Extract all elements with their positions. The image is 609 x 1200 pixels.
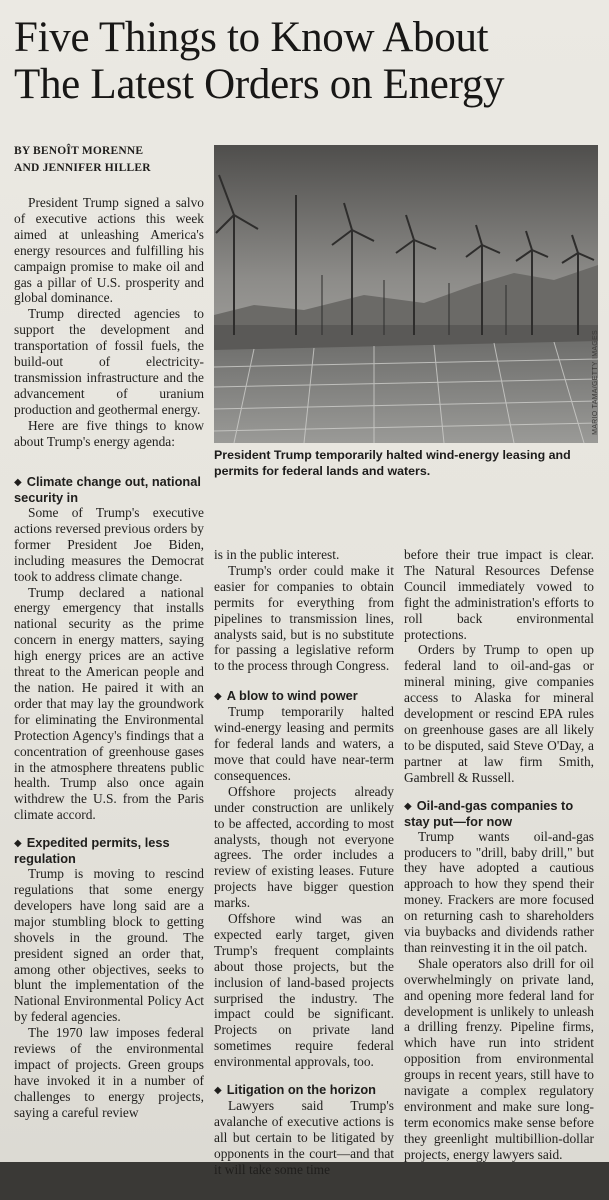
- paragraph: Trump declared a national energy emergency that installs national security as the prime concern in energy matters, saying high energy prices are an active threat to the American people and the nation. He paired it with an order that may lay the groundwork for eliminating the Environmental Protection Agency's findings that a concentration of greenhouse gases in the atmosphere threatens public health. Trump also once again withdrew the U.S. from the Paris climate accord.: [14, 584, 204, 823]
- headline-line-2: The Latest Orders on Energy: [14, 61, 505, 108]
- wind-farm-illustration: [214, 145, 598, 443]
- paragraph: Offshore projects already under construction are unlikely to be affected, according to most analysts, though not everyone agrees. The order includes a review of existing leases. Future projects have bigger question marks.: [214, 783, 394, 911]
- subheading-text: Litigation on the horizon: [226, 1082, 376, 1098]
- column-2: [214, 547, 394, 1178]
- byline-author-2: AND JENNIFER HILLER: [14, 162, 151, 174]
- paragraph: The 1970 law imposes federal reviews of the environmental impact of projects. Green groups have invoked it in a number of challenges to energy projects, saying a careful review: [14, 1025, 204, 1120]
- diamond-bullet-icon: ◆: [404, 800, 412, 812]
- paragraph: Lawyers said Trump's avalanche of executive actions is all but certain to be litigated by opponents in the court—and that it will take some time: [214, 1098, 394, 1177]
- paragraph: before their true impact is clear. The Natural Resources Defense Council immediately vowed to fight the administration's efforts to roll back environmental protections.: [404, 547, 594, 642]
- photo-caption: President Trump temporarily halted wind-energy leasing and permits for federal lands and waters.: [214, 448, 571, 478]
- paragraph: Orders by Trump to open up federal land to oil-and-gas or mineral mining, give companies access to Alaska for mineral development or rescind EPA rules on greenhouse gases are all likely to be disputed, said Steve O'Day, a partner at law firm Smith, Gambrell & Russell.: [404, 642, 594, 785]
- paragraph: Trump's order could make it easier for companies to obtain permits for everything from pipelines to transmission lines, analysts said, but is no substitute for passing a legislative reform to the process through Congress.: [214, 562, 394, 674]
- paragraph: Trump is moving to rescind regulations that some energy developers have long said are a major stumbling block to getting shovels in the ground. The president signed an order that, among other objectives, seeks to blunt the implementation of the National Environmental Policy Act by federal agencies.: [14, 866, 204, 1025]
- subheading-text: Oil-and-gas companies to stay put—for now: [404, 797, 574, 829]
- paragraph: Trump wants oil-and-gas producers to "drill, baby drill," but they have adopted a cautious approach to how they spend their money. Frackers are more focused on returning cash to shareholders via buybacks and dividends rather than reinvesting it in the oil patch.: [404, 828, 594, 955]
- column-3: [404, 547, 594, 1163]
- paragraph: is in the public interest.: [214, 547, 340, 562]
- wind-farm-photo: [214, 145, 598, 443]
- photo-credit: MARIO TAMA/GETTY IMAGES: [592, 330, 599, 435]
- diamond-bullet-icon: ◆: [14, 477, 22, 488]
- diamond-bullet-icon: ◆: [14, 838, 22, 850]
- paragraph: Some of Trump's executive actions reversed previous orders by former President Joe Biden, including measures the Democrat took to address climate change.: [14, 505, 204, 584]
- diamond-bullet-icon: ◆: [214, 1085, 222, 1097]
- subheading: [14, 474, 204, 505]
- paragraph: Offshore wind was an expected early target, given Trump's frequent complaints about those projects, but the inclusion of land-based projects surprised the industry. The impact could be significant. Projects on private land sometimes require federal environmental approvals, too.: [214, 911, 394, 1070]
- subheading: [214, 688, 394, 704]
- paragraph: Trump temporarily halted wind-energy leasing and permits for federal lands and waters, a move that could have near-term consequences.: [214, 704, 394, 783]
- intro-column: [14, 195, 204, 450]
- subheading: [214, 1082, 394, 1098]
- subheading: [404, 798, 594, 829]
- subheading-text: Climate change out, national security in: [14, 474, 201, 505]
- solar-panels: [214, 341, 598, 443]
- paragraph: Here are five things to know about Trump's energy agenda:: [14, 417, 204, 449]
- headline: [14, 14, 594, 108]
- subheading-text: Expedited permits, less regulation: [14, 835, 170, 867]
- subheading: [14, 835, 204, 866]
- paragraph: President Trump signed a salvo of executive actions this week aimed at unleashing America's energy resources and fulfilling his campaign promise to make oil and gas a pillar of U.S. prosperity and global dominance.: [14, 195, 204, 306]
- byline: [14, 143, 204, 177]
- diamond-bullet-icon: ◆: [214, 691, 222, 703]
- byline-author-1: BY BENOÎT MORENNE: [14, 145, 144, 157]
- column-1: [14, 462, 204, 1121]
- paragraph: Shale operators also drill for oil overwhelmingly on private land, and opening more federal land for development is unlikely to unleash a drilling frenzy. Pipeline firms, which have run into strident opposition from environmental groups in recent years, still have to navigate a complex regulatory environment and make sure long-term economics make sense before they greenlight multibillion-dollar projects, energy lawyers said.: [404, 955, 594, 1162]
- paragraph: Trump directed agencies to support the development and transportation of fossil fuels, the build-out of electricity-transmission infrastructure and the advancement of uranium production and geothermal energy.: [14, 306, 204, 417]
- subheading-text: A blow to wind power: [226, 688, 358, 704]
- headline-line-1: Five Things to Know About: [14, 14, 489, 61]
